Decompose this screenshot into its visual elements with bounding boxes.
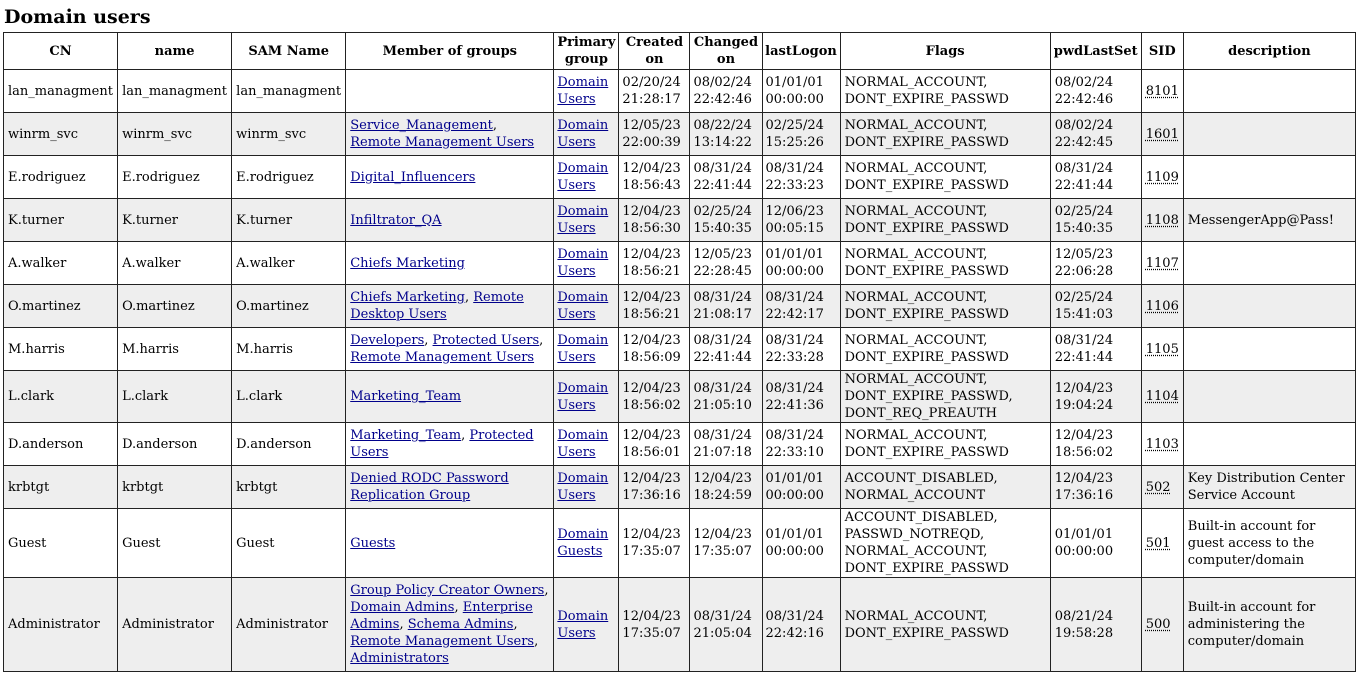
sid-cell [1141, 242, 1183, 285]
pwd-last-set-cell: 08/31/24 22:41:44 [1050, 328, 1141, 371]
created-on-cell: 12/04/23 17:35:07 [619, 509, 690, 578]
name-cell: D.anderson [118, 423, 232, 466]
group-link[interactable]: Developers [350, 333, 425, 348]
description-cell [1183, 371, 1355, 423]
changed-on-cell: 08/31/24 21:08:17 [690, 285, 762, 328]
group-link[interactable]: Enterprise Admins [350, 600, 533, 632]
flags-cell: NORMAL_ACCOUNT, DONT_EXPIRE_PASSWD [840, 242, 1050, 285]
primary-group-cell [554, 113, 619, 156]
name-cell: O.martinez [118, 285, 232, 328]
flags-cell: ACCOUNT_DISABLED, NORMAL_ACCOUNT [840, 466, 1050, 509]
sid-value[interactable]: 501 [1145, 535, 1171, 551]
sid-value[interactable]: 8101 [1145, 83, 1179, 99]
sid-cell [1141, 466, 1183, 509]
column-header: Flags [840, 33, 1050, 70]
changed-on-cell: 08/31/24 21:05:04 [690, 578, 762, 672]
flags-cell: NORMAL_ACCOUNT, DONT_EXPIRE_PASSWD [840, 578, 1050, 672]
sid-value[interactable]: 1105 [1145, 341, 1179, 357]
member-of-groups-cell: Marketing_Team, Protected Users [346, 423, 554, 466]
sid-value[interactable]: 500 [1145, 617, 1171, 632]
last-logon-cell: 01/01/01 00:00:00 [762, 466, 840, 509]
cn-cell: M.harris [4, 328, 118, 371]
sid-cell [1141, 70, 1183, 113]
primary-group-link[interactable]: Domain Users [557, 608, 609, 641]
sam-name-cell: D.anderson [232, 423, 346, 466]
pwd-last-set-cell: 12/04/23 18:56:02 [1050, 423, 1141, 466]
group-link[interactable]: Protected Users [432, 333, 540, 348]
description-cell: Built-in account for administering the computer/domain [1183, 578, 1355, 672]
group-link[interactable]: Remote Management Users [350, 350, 535, 365]
name-cell: Administrator [118, 578, 232, 672]
created-on-cell: 12/04/23 18:56:02 [619, 371, 690, 423]
sid-value[interactable]: 1109 [1145, 169, 1179, 185]
table-row [4, 113, 1356, 156]
last-logon-cell: 12/06/23 00:05:15 [762, 199, 840, 242]
primary-group-link[interactable]: Domain Users [557, 247, 609, 279]
table-row [4, 371, 1356, 423]
created-on-cell: 12/04/23 18:56:43 [619, 156, 690, 199]
description-cell [1183, 328, 1355, 371]
description-cell [1183, 156, 1355, 199]
table-row [4, 466, 1356, 509]
description-cell [1183, 70, 1355, 113]
last-logon-cell: 01/01/01 00:00:00 [762, 509, 840, 578]
sid-cell [1141, 509, 1183, 578]
table-body [4, 70, 1356, 672]
sid-value[interactable]: 1104 [1145, 389, 1179, 404]
name-cell: Guest [118, 509, 232, 578]
group-link[interactable]: Schema Admins [407, 617, 514, 632]
changed-on-cell: 08/31/24 21:05:10 [690, 371, 762, 423]
changed-on-cell: 12/04/23 18:24:59 [690, 466, 762, 509]
primary-group-link[interactable]: Domain Users [557, 204, 609, 236]
description-cell [1183, 423, 1355, 466]
description-cell: Built-in account for guest access to the computer/domain [1183, 509, 1355, 578]
changed-on-cell: 08/22/24 13:14:22 [690, 113, 762, 156]
member-of-groups-cell: Service_Management, Remote Management Users [346, 113, 554, 156]
name-cell: lan_managment [118, 70, 232, 113]
primary-group-cell [554, 466, 619, 509]
created-on-cell: 12/04/23 17:35:07 [619, 578, 690, 672]
created-on-cell: 12/05/23 22:00:39 [619, 113, 690, 156]
sam-name-cell: E.rodriguez [232, 156, 346, 199]
sid-value[interactable]: 1108 [1145, 212, 1179, 228]
member-of-groups-cell [346, 156, 554, 199]
last-logon-cell: 08/31/24 22:33:28 [762, 328, 840, 371]
flags-cell: NORMAL_ACCOUNT, DONT_EXPIRE_PASSWD [840, 70, 1050, 113]
member-of-groups-cell [346, 242, 554, 285]
last-logon-cell: 08/31/24 22:33:10 [762, 423, 840, 466]
name-cell: krbtgt [118, 466, 232, 509]
primary-group-cell [554, 578, 619, 672]
changed-on-cell: 08/31/24 22:41:44 [690, 328, 762, 371]
description-cell: Key Distribution Center Service Account [1183, 466, 1355, 509]
flags-cell: NORMAL_ACCOUNT, DONT_EXPIRE_PASSWD [840, 156, 1050, 199]
column-header: Member of groups [346, 33, 554, 70]
group-link[interactable]: Domain Admins [350, 600, 455, 615]
sid-cell [1141, 199, 1183, 242]
group-link[interactable]: Remote Management Users [350, 135, 535, 150]
pwd-last-set-cell: 02/25/24 15:41:03 [1050, 285, 1141, 328]
group-link[interactable]: Protected Users [350, 428, 534, 460]
sid-cell [1141, 423, 1183, 466]
primary-group-cell [554, 371, 619, 423]
group-link[interactable]: Group Policy Creator Owners [350, 583, 545, 598]
sid-cell [1141, 285, 1183, 328]
column-header: Created on [619, 33, 690, 70]
pwd-last-set-cell: 08/21/24 19:58:28 [1050, 578, 1141, 672]
primary-group-cell [554, 328, 619, 371]
group-link[interactable]: Chiefs Marketing [350, 290, 465, 305]
member-of-groups-cell: Developers, Protected Users, Remote Management Users [346, 328, 554, 371]
sam-name-cell: Guest [232, 509, 346, 578]
group-link[interactable]: Marketing_Team [350, 428, 462, 443]
sid-value[interactable]: 1103 [1145, 436, 1179, 452]
pwd-last-set-cell: 12/05/23 22:06:28 [1050, 242, 1141, 285]
table-row [4, 423, 1356, 466]
cn-cell: O.martinez [4, 285, 118, 328]
table-row [4, 156, 1356, 199]
table-row [4, 199, 1356, 242]
created-on-cell: 12/04/23 18:56:21 [619, 242, 690, 285]
description-cell: MessengerApp@Pass! [1183, 199, 1355, 242]
sam-name-cell: lan_managment [232, 70, 346, 113]
sid-cell [1141, 328, 1183, 371]
sam-name-cell: O.martinez [232, 285, 346, 328]
changed-on-cell: 02/25/24 15:40:35 [690, 199, 762, 242]
header-row [4, 33, 1356, 70]
primary-group-cell [554, 509, 619, 578]
description-cell [1183, 113, 1355, 156]
flags-cell: NORMAL_ACCOUNT, DONT_EXPIRE_PASSWD [840, 423, 1050, 466]
name-cell: E.rodriguez [118, 156, 232, 199]
table-row [4, 328, 1356, 371]
primary-group-cell [554, 156, 619, 199]
column-header: Primary group [554, 33, 619, 70]
sid-cell [1141, 578, 1183, 672]
member-of-groups-cell [346, 466, 554, 509]
last-logon-cell: 02/25/24 15:25:26 [762, 113, 840, 156]
sam-name-cell: Administrator [232, 578, 346, 672]
table-row [4, 509, 1356, 578]
primary-group-cell [554, 285, 619, 328]
flags-cell: NORMAL_ACCOUNT, DONT_EXPIRE_PASSWD, DONT_REQ_PREAUTH [840, 371, 1050, 423]
column-header: description [1183, 33, 1355, 70]
changed-on-cell: 08/31/24 22:41:44 [690, 156, 762, 199]
name-cell: A.walker [118, 242, 232, 285]
primary-group-cell [554, 423, 619, 466]
cn-cell: L.clark [4, 371, 118, 423]
description-cell [1183, 242, 1355, 285]
member-of-groups-cell [346, 199, 554, 242]
group-link[interactable]: Infiltrator_QA [350, 212, 442, 228]
primary-group-link[interactable]: Domain Users [557, 118, 609, 150]
group-link[interactable]: Remote Desktop Users [350, 290, 524, 322]
last-logon-cell: 08/31/24 22:42:16 [762, 578, 840, 672]
description-cell [1183, 285, 1355, 328]
last-logon-cell: 08/31/24 22:42:17 [762, 285, 840, 328]
flags-cell: NORMAL_ACCOUNT, DONT_EXPIRE_PASSWD [840, 113, 1050, 156]
pwd-last-set-cell: 12/04/23 17:36:16 [1050, 466, 1141, 509]
group-link[interactable]: Administrators [350, 651, 449, 666]
member-of-groups-cell [346, 371, 554, 423]
group-link[interactable]: Marketing_Team [350, 389, 462, 404]
created-on-cell: 02/20/24 21:28:17 [619, 70, 690, 113]
pwd-last-set-cell: 02/25/24 15:40:35 [1050, 199, 1141, 242]
sid-value[interactable]: 1601 [1145, 126, 1179, 142]
sam-name-cell: winrm_svc [232, 113, 346, 156]
primary-group-link[interactable]: Domain Users [557, 290, 609, 322]
sid-value[interactable]: 1106 [1145, 298, 1179, 314]
table-row [4, 242, 1356, 285]
cn-cell: Guest [4, 509, 118, 578]
primary-group-cell [554, 242, 619, 285]
sid-value[interactable]: 502 [1145, 479, 1171, 495]
created-on-cell: 12/04/23 18:56:01 [619, 423, 690, 466]
sam-name-cell: L.clark [232, 371, 346, 423]
name-cell: L.clark [118, 371, 232, 423]
page-title: Domain users [4, 6, 151, 28]
table-row [4, 70, 1356, 113]
cn-cell: lan_managment [4, 70, 118, 113]
last-logon-cell: 08/31/24 22:33:23 [762, 156, 840, 199]
column-header: Changed on [690, 33, 762, 70]
column-header: CN [4, 33, 118, 70]
cn-cell: E.rodriguez [4, 156, 118, 199]
group-link[interactable]: Guests [350, 535, 396, 551]
pwd-last-set-cell: 08/02/24 22:42:45 [1050, 113, 1141, 156]
sam-name-cell: M.harris [232, 328, 346, 371]
primary-group-cell [554, 70, 619, 113]
group-link[interactable]: Service_Management [350, 118, 493, 133]
cn-cell: D.anderson [4, 423, 118, 466]
group-link[interactable]: Remote Management Users [350, 634, 535, 649]
cn-cell: winrm_svc [4, 113, 118, 156]
flags-cell: ACCOUNT_DISABLED, PASSWD_NOTREQD, NORMAL_ACCOUNT, DONT_EXPIRE_PASSWD [840, 509, 1050, 578]
table-row [4, 285, 1356, 328]
changed-on-cell: 12/05/23 22:28:45 [690, 242, 762, 285]
name-cell: M.harris [118, 328, 232, 371]
group-link[interactable]: Digital_Influencers [350, 169, 476, 185]
last-logon-cell: 08/31/24 22:41:36 [762, 371, 840, 423]
flags-cell: NORMAL_ACCOUNT, DONT_EXPIRE_PASSWD [840, 285, 1050, 328]
primary-group-link[interactable]: Domain Users [557, 471, 609, 503]
created-on-cell: 12/04/23 17:36:16 [619, 466, 690, 509]
column-header: SID [1141, 33, 1183, 70]
member-of-groups-cell [346, 70, 554, 113]
flags-cell: NORMAL_ACCOUNT, DONT_EXPIRE_PASSWD [840, 328, 1050, 371]
cn-cell: K.turner [4, 199, 118, 242]
pwd-last-set-cell: 12/04/23 19:04:24 [1050, 371, 1141, 423]
member-of-groups-cell: Group Policy Creator Owners, Domain Admins, Enterprise Admins, Schema Admins, Remote Management Users, Administrators [346, 578, 554, 672]
group-link[interactable]: Denied RODC Password Replication Group [350, 471, 509, 503]
sid-value[interactable]: 1107 [1145, 255, 1179, 271]
changed-on-cell: 08/31/24 21:07:18 [690, 423, 762, 466]
column-header: lastLogon [762, 33, 840, 70]
primary-group-cell [554, 199, 619, 242]
created-on-cell: 12/04/23 18:56:30 [619, 199, 690, 242]
primary-group-link[interactable]: Domain Users [557, 380, 609, 413]
pwd-last-set-cell: 08/31/24 22:41:44 [1050, 156, 1141, 199]
name-cell: winrm_svc [118, 113, 232, 156]
group-link[interactable]: Chiefs Marketing [350, 255, 465, 271]
last-logon-cell: 01/01/01 00:00:00 [762, 242, 840, 285]
sid-cell [1141, 371, 1183, 423]
cn-cell: Administrator [4, 578, 118, 672]
cn-cell: A.walker [4, 242, 118, 285]
sid-cell [1141, 113, 1183, 156]
column-header: SAM Name [232, 33, 346, 70]
sid-cell [1141, 156, 1183, 199]
changed-on-cell: 12/04/23 17:35:07 [690, 509, 762, 578]
primary-group-link[interactable]: Domain Guests [557, 527, 609, 559]
users-table [3, 32, 1356, 672]
table-row [4, 578, 1356, 672]
column-header: pwdLastSet [1050, 33, 1141, 70]
member-of-groups-cell [346, 509, 554, 578]
primary-group-link[interactable]: Domain Users [557, 75, 609, 107]
name-cell: K.turner [118, 199, 232, 242]
flags-cell: NORMAL_ACCOUNT, DONT_EXPIRE_PASSWD [840, 199, 1050, 242]
primary-group-link[interactable]: Domain Users [557, 161, 609, 193]
last-logon-cell: 01/01/01 00:00:00 [762, 70, 840, 113]
sam-name-cell: A.walker [232, 242, 346, 285]
sam-name-cell: K.turner [232, 199, 346, 242]
created-on-cell: 12/04/23 18:56:21 [619, 285, 690, 328]
changed-on-cell: 08/02/24 22:42:46 [690, 70, 762, 113]
pwd-last-set-cell: 08/02/24 22:42:46 [1050, 70, 1141, 113]
pwd-last-set-cell: 01/01/01 00:00:00 [1050, 509, 1141, 578]
primary-group-link[interactable]: Domain Users [557, 333, 609, 365]
sam-name-cell: krbtgt [232, 466, 346, 509]
member-of-groups-cell: Chiefs Marketing, Remote Desktop Users [346, 285, 554, 328]
column-header: name [118, 33, 232, 70]
created-on-cell: 12/04/23 18:56:09 [619, 328, 690, 371]
primary-group-link[interactable]: Domain Users [557, 428, 609, 460]
cn-cell: krbtgt [4, 466, 118, 509]
